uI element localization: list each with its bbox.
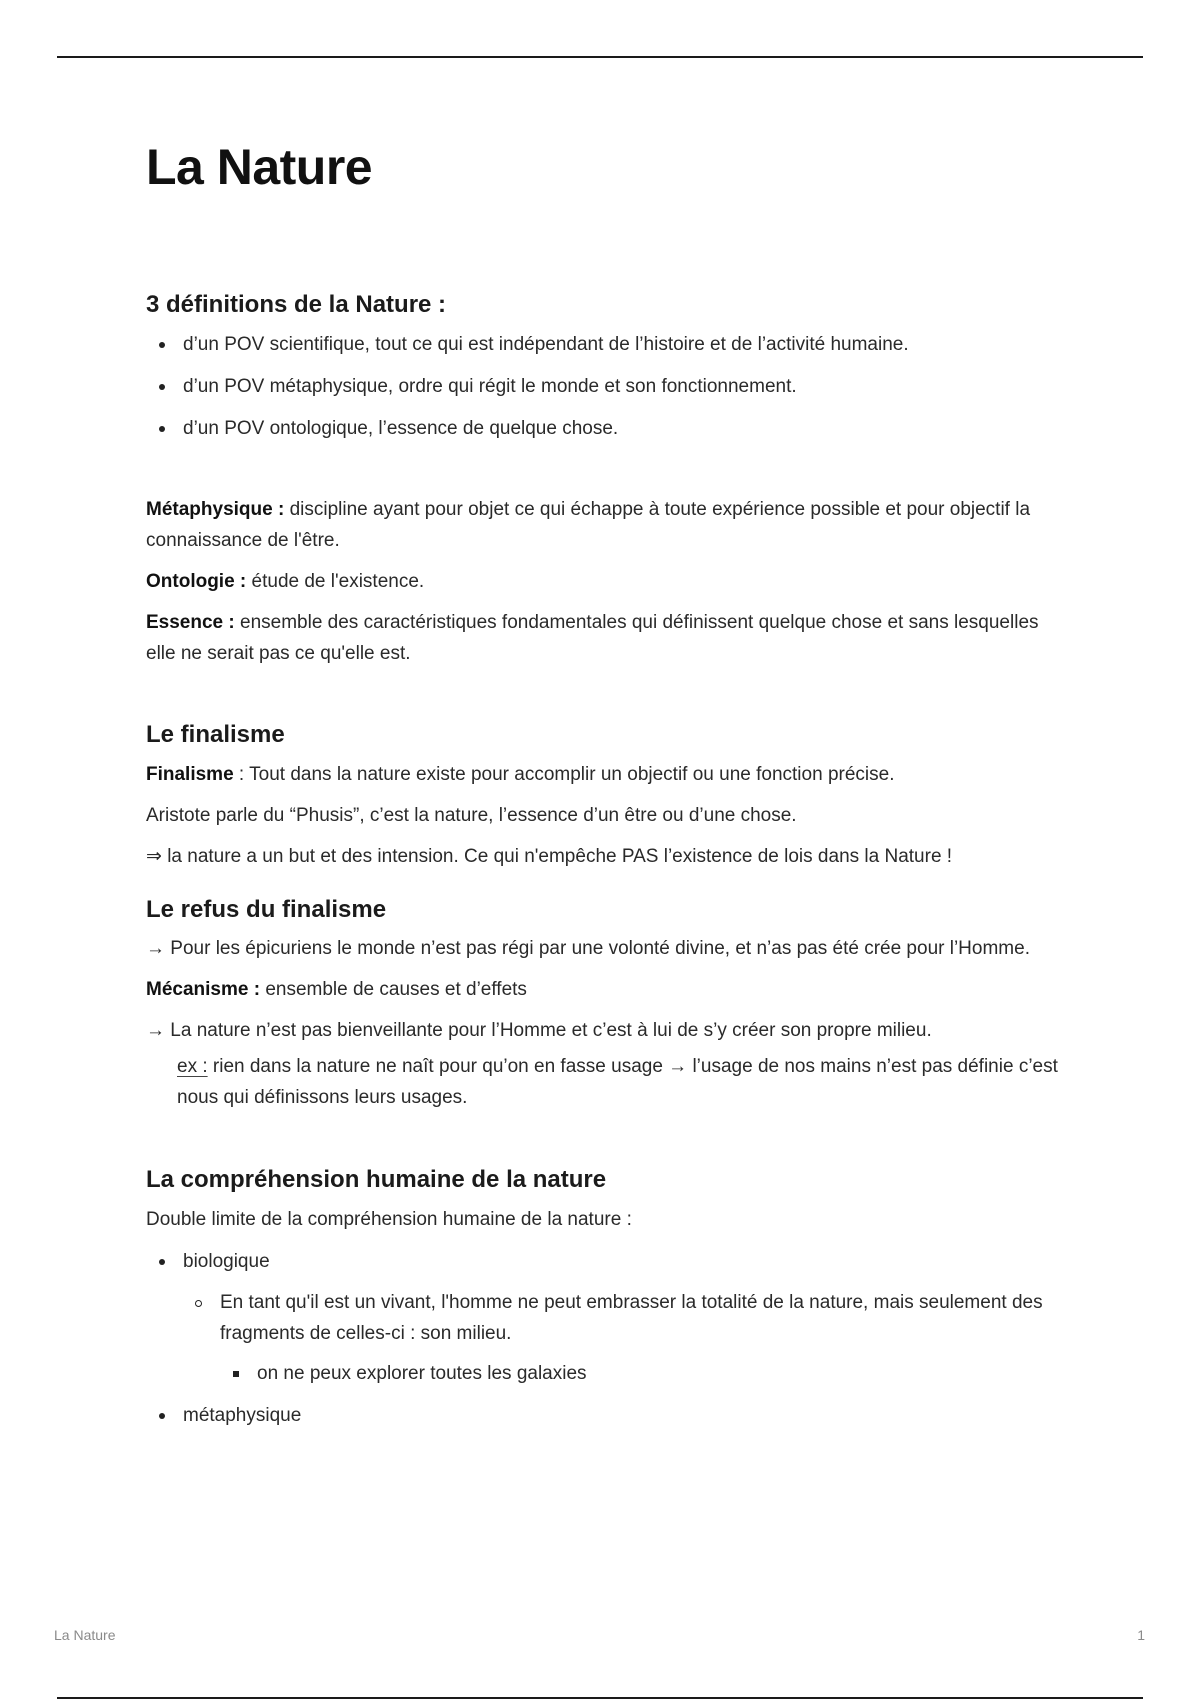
glossary-term: Métaphysique : [146, 498, 285, 520]
glossary-text: ensemble des caractéristiques fondamentales qui définissent quelque chose et sans lesquelles elle ne serait pas ce qu'elle est. [146, 611, 1039, 664]
finalisme-conclusion: ⇒ la nature a un but et des intension. Ce qui n'empêche PAS l’existence de lois dans la Nature ! [146, 845, 953, 867]
finalisme-text: : Tout dans la nature existe pour accomplir un objectif ou une fonction précise. [233, 763, 895, 785]
mecanisme-term: Mécanisme : [146, 979, 261, 1001]
finalisme-heading: Le finalisme [146, 720, 285, 748]
bottom-divider [57, 1697, 1143, 1699]
finalisme-term: Finalisme [146, 763, 234, 785]
biologique-subsublist [220, 1358, 1066, 1389]
glossary-term: Essence : [146, 611, 235, 633]
list-item-label: biologique [183, 1251, 270, 1273]
glossary-essence [146, 607, 1066, 669]
list-item-metaphysique: métaphysique [146, 1400, 1066, 1431]
list-item: on ne peux explorer toutes les galaxies [220, 1358, 1066, 1389]
glossary-ontologie [146, 566, 1066, 597]
list-item-biologique [146, 1246, 1066, 1389]
mecanisme-definition [146, 974, 1066, 1005]
nature-paragraph: → La nature n’est pas bienveillante pour l’Homme et c’est à lui de s’y créer son propre milieu. [146, 1020, 932, 1042]
biologique-sublist [183, 1287, 1066, 1389]
list-item-text: En tant qu'il est un vivant, l'homme ne peut embrasser la totalité de la nature, mais seulement des fragments de celles-ci : son milieu. [220, 1292, 1043, 1345]
glossary-metaphysique [146, 494, 1066, 556]
page-number: 1 [1137, 1627, 1145, 1643]
example-text: rien dans la nature ne naît pour qu’on en fasse usage → l’usage de nos mains n’est pas définie c’est nous qui définissons leurs usages. [177, 1056, 1058, 1109]
glossary-term: Ontologie : [146, 570, 247, 592]
epicuriens-paragraph: → Pour les épicuriens le monde n’est pas régi par une volonté divine, et n’as pas été crée pour l’Homme. [146, 938, 1030, 960]
comprehension-list [146, 1246, 1066, 1431]
document-body [146, 140, 1066, 1431]
finalisme-definition [146, 759, 1066, 790]
refus-heading: Le refus du finalisme [146, 895, 387, 923]
example-paragraph [146, 1051, 1066, 1113]
example-label: ex : [177, 1056, 208, 1078]
list-item [183, 1287, 1066, 1389]
definitions-heading: 3 définitions de la Nature : [146, 291, 447, 318]
comprehension-heading: La compréhension humaine de la nature [146, 1166, 607, 1194]
comprehension-intro: Double limite de la compréhension humaine de la nature : [146, 1209, 632, 1231]
definitions-list [146, 329, 1066, 444]
list-item: d’un POV scientifique, tout ce qui est indépendant de l’histoire et de l’activité humaine. [146, 329, 1066, 360]
footer-title: La Nature [54, 1627, 116, 1643]
top-divider [57, 56, 1143, 58]
page-title: La Nature [146, 139, 373, 195]
list-item: d’un POV métaphysique, ordre qui régit le monde et son fonctionnement. [146, 371, 1066, 402]
glossary-text: étude de l'existence. [246, 570, 425, 592]
list-item: d’un POV ontologique, l’essence de quelque chose. [146, 413, 1066, 444]
aristote-paragraph: Aristote parle du “Phusis”, c’est la nature, l’essence d’un être ou d’une chose. [146, 804, 797, 826]
mecanisme-text: ensemble de causes et d’effets [260, 979, 527, 1001]
glossary-text: discipline ayant pour objet ce qui échappe à toute expérience possible et pour objectif la connaissance de l'être. [146, 498, 1031, 551]
